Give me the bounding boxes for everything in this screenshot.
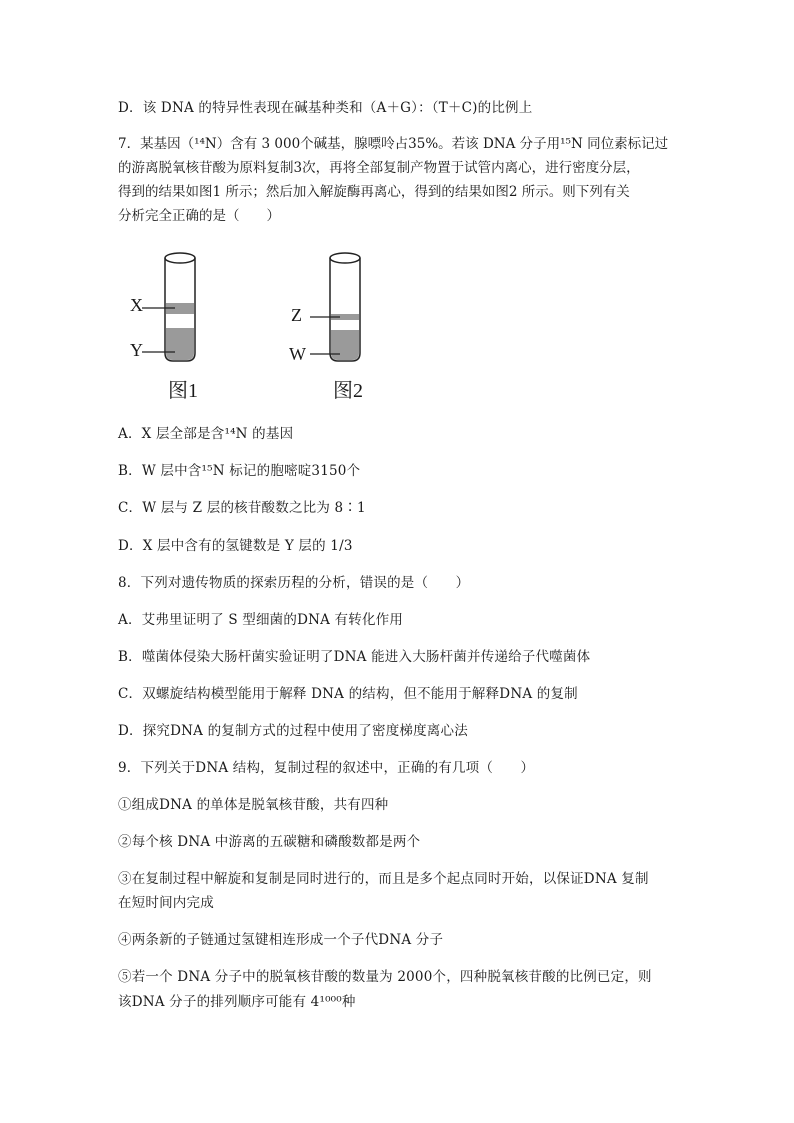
figure-2 — [288, 248, 408, 408]
q8-option-a: A．艾弗里证明了 S 型细菌的DNA 有转化作用 — [118, 612, 404, 628]
q7-stem — [118, 132, 683, 228]
q9-stem: 9．下列关于DNA 结构，复制过程的叙述中，正确的有几项（ ） — [118, 760, 535, 776]
test-tube-2-icon — [288, 248, 408, 378]
q6-option-d: D．该 DNA 的特异性表现在碱基种类和（A＋G）：（T＋C)的比例上 — [118, 100, 533, 116]
q9-item-4: ④两条新的子链通过氢键相连形成一个子代DNA 分子 — [118, 932, 444, 948]
q8-option-b: B．噬菌体侵染大肠杆菌实验证明了DNA 能进入大肠杆菌并传递给子代噬菌体 — [118, 649, 591, 665]
label-x: X — [130, 295, 143, 315]
q9-item-2: ②每个核 DNA 中游离的五碳糖和磷酸数都是两个 — [118, 834, 421, 850]
q7-stem-line-3: 得到的结果如图1 所示；然后加入解旋酶再离心，得到的结果如图2 所示。则下列有关 — [118, 184, 630, 200]
band-w — [331, 330, 359, 360]
q7-stem-line-1: 7．某基因（¹⁴N）含有 3 000个碱基，腺嘌呤占35%。若该 DNA 分子用¹⁵N 同位素标记过 — [118, 136, 669, 152]
q7-option-d: D．X 层中含有的氢键数是 Y 层的 1/3 — [118, 538, 353, 554]
figure-1 — [125, 248, 245, 408]
q9-item-1: ①组成DNA 的单体是脱氧核苷酸，共有四种 — [118, 797, 389, 813]
figure-1-caption: 图1 — [168, 380, 198, 402]
band-y — [166, 328, 194, 360]
label-z: Z — [291, 305, 302, 325]
label-y: Y — [130, 340, 143, 360]
q7-stem-line-2: 的游离脱氧核苷酸为原料复制3次，再将全部复制产物置于试管内离心，进行密度分层， — [118, 160, 640, 176]
q8-option-c: C．双螺旋结构模型能用于解释 DNA 的结构，但不能用于解释DNA 的复制 — [118, 686, 578, 702]
q7-stem-line-4: 分析完全正确的是（ ） — [118, 208, 280, 224]
test-tube-1-icon — [125, 248, 245, 378]
q7-option-c: C．W 层与 Z 层的核苷酸数之比为 8∶1 — [118, 500, 366, 516]
q9-item-3-line-1: ③在复制过程中解旋和复制是同时进行的，而且是多个起点同时开始，以保证DNA 复制 — [118, 871, 649, 887]
label-w: W — [289, 344, 306, 364]
q9-item-5-line-2: 该DNA 分子的排列顺序可能有 4¹⁰⁰⁰种 — [118, 994, 356, 1010]
figure-2-caption: 图2 — [333, 380, 363, 402]
q8-stem: 8．下列对遗传物质的探索历程的分析，错误的是（ ） — [118, 575, 470, 591]
q9-item-5-line-1: ⑤若一个 DNA 分子中的脱氧核苷酸的数量为 2000个，四种脱氧核苷酸的比例已定，则 — [118, 969, 652, 985]
q7-option-a: A．X 层全部是含¹⁴N 的基因 — [118, 426, 294, 442]
q8-option-d: D．探究DNA 的复制方式的过程中使用了密度梯度离心法 — [118, 723, 468, 739]
q7-option-b: B．W 层中含¹⁵N 标记的胞嘧啶3150个 — [118, 463, 361, 479]
q9-item-3-line-2: 在短时间内完成 — [118, 895, 214, 911]
